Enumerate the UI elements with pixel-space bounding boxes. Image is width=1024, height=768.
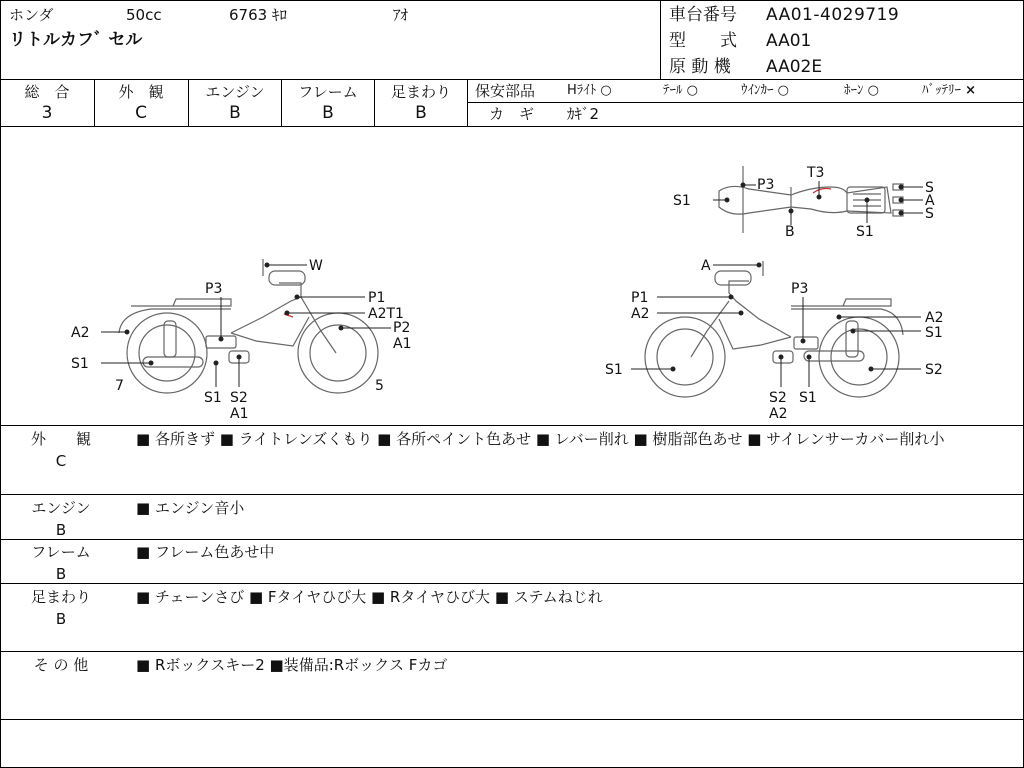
model-name: リトルカフﾞ セル [9,30,143,50]
grade-total-value: 3 [41,103,53,123]
left-label: S1 [204,390,222,406]
right-label: P3 [791,281,809,297]
left-label: S1 [71,356,89,372]
type-value: AA01 [766,31,812,51]
suspension-section-text: ■ チェーンさび ■ Fタイヤひび大 ■ Rタイヤひび大 ■ ステムねじれ [136,588,603,606]
other-section-text: ■ Rボックスキー2 ■装備品:Rボックス Fカゴ [136,656,448,674]
grade-exterior-value: C [135,103,147,123]
safety-inner-rule [468,102,1023,103]
key-label: カ ギ [489,105,535,123]
grade-engine-label: エンジン [205,83,265,101]
frame-section-label: フレーム B [31,543,91,583]
right-label: S1 [605,362,623,378]
exterior-section-label: 外 観 C [30,430,91,470]
top-label: T3 [807,165,825,181]
right-label: S1 [925,325,943,341]
section-rule [1,494,1023,495]
type-label: 型 式 [669,31,737,51]
top-label: A [925,193,935,209]
damage-diagram [1,127,1023,425]
left-label: A1 [230,406,249,422]
frame-no-label: 車台番号 [669,5,737,25]
mileage: 6763 ｷﾛ [229,6,287,24]
displacement: 50cc [126,6,162,24]
right-label: S1 [799,390,817,406]
top-label: S1 [856,224,874,240]
top-scratch-mark [813,189,831,194]
right-label: P1 [631,290,649,306]
frame-section-text: ■ フレーム色あせ中 [136,543,275,561]
header-divider [660,1,661,79]
right-label: A2 [631,306,650,322]
left-label: P3 [205,281,223,297]
grades-top-rule [1,79,1023,80]
grade-exterior-label: 外 観 [118,83,164,101]
top-label: S [925,180,934,196]
exterior-section-text: ■ 各所きず ■ ライトレンズくもり ■ 各所ペイント色あせ ■ レバー削れ ■ 樹脂部色あせ ■ サイレンサーカバー削れ小 [136,430,945,448]
safety-label: 保安部品 [475,82,536,100]
top-label: S [925,206,934,222]
section-rule [1,651,1023,652]
right-label: A2 [925,310,944,326]
left-label: 7 [115,378,124,394]
left-label: A2 [71,325,90,341]
safety-winker: ｳｲﾝｶｰ ○ [741,83,789,98]
left-label: A1 [393,336,412,352]
leader-dots [125,183,904,372]
suspension-section-label: 足まわり B [30,588,91,628]
sections-top-rule [1,425,1023,426]
section-rule [1,583,1023,584]
left-label: W [309,258,323,274]
key-value: ｶｷﾞ2 [567,105,600,123]
left-label: P2 [393,320,411,336]
safety-horn: ﾎｰﾝ ○ [844,83,879,98]
top-label: S1 [673,193,691,209]
left-side-bike [119,259,378,393]
grade-frame-label: フレーム [298,83,358,101]
right-side-bike [645,261,903,397]
left-label: S2 [230,390,248,406]
maker: ホンダ [9,6,54,24]
left-label: 5 [375,378,384,394]
right-label: A [701,258,711,274]
engine-value: AA02E [766,57,823,77]
engine-section-label: エンジン B [31,499,91,539]
top-label: B [785,224,795,240]
left-label: P1 [368,290,386,306]
grade-frame-value: B [322,103,334,123]
top-label: P3 [757,177,775,193]
body-color: ｱｵ [393,6,409,24]
section-rule [1,539,1023,540]
grade-suspension-label: 足まわり [390,83,451,101]
safety-headlight: Hﾗｲﾄ ○ [567,83,612,98]
grade-engine-value: B [229,103,241,123]
right-label: A2 [769,406,788,422]
grade-total-label: 総 合 [24,83,70,101]
section-rule [1,719,1023,720]
safety-battery: ﾊﾞｯﾃﾘｰ × [922,83,977,98]
grade-suspension-value: B [415,103,427,123]
safety-taillight: ﾃｰﾙ ○ [663,83,698,98]
right-label: S2 [769,390,787,406]
right-label: S2 [925,362,943,378]
engine-label: 原 動 機 [669,57,731,77]
frame-no: AA01-4029719 [766,5,900,25]
other-section-label: そ の 他 [33,656,89,674]
engine-section-text: ■ エンジン音小 [136,499,245,517]
left-label: A2T1 [368,306,404,322]
